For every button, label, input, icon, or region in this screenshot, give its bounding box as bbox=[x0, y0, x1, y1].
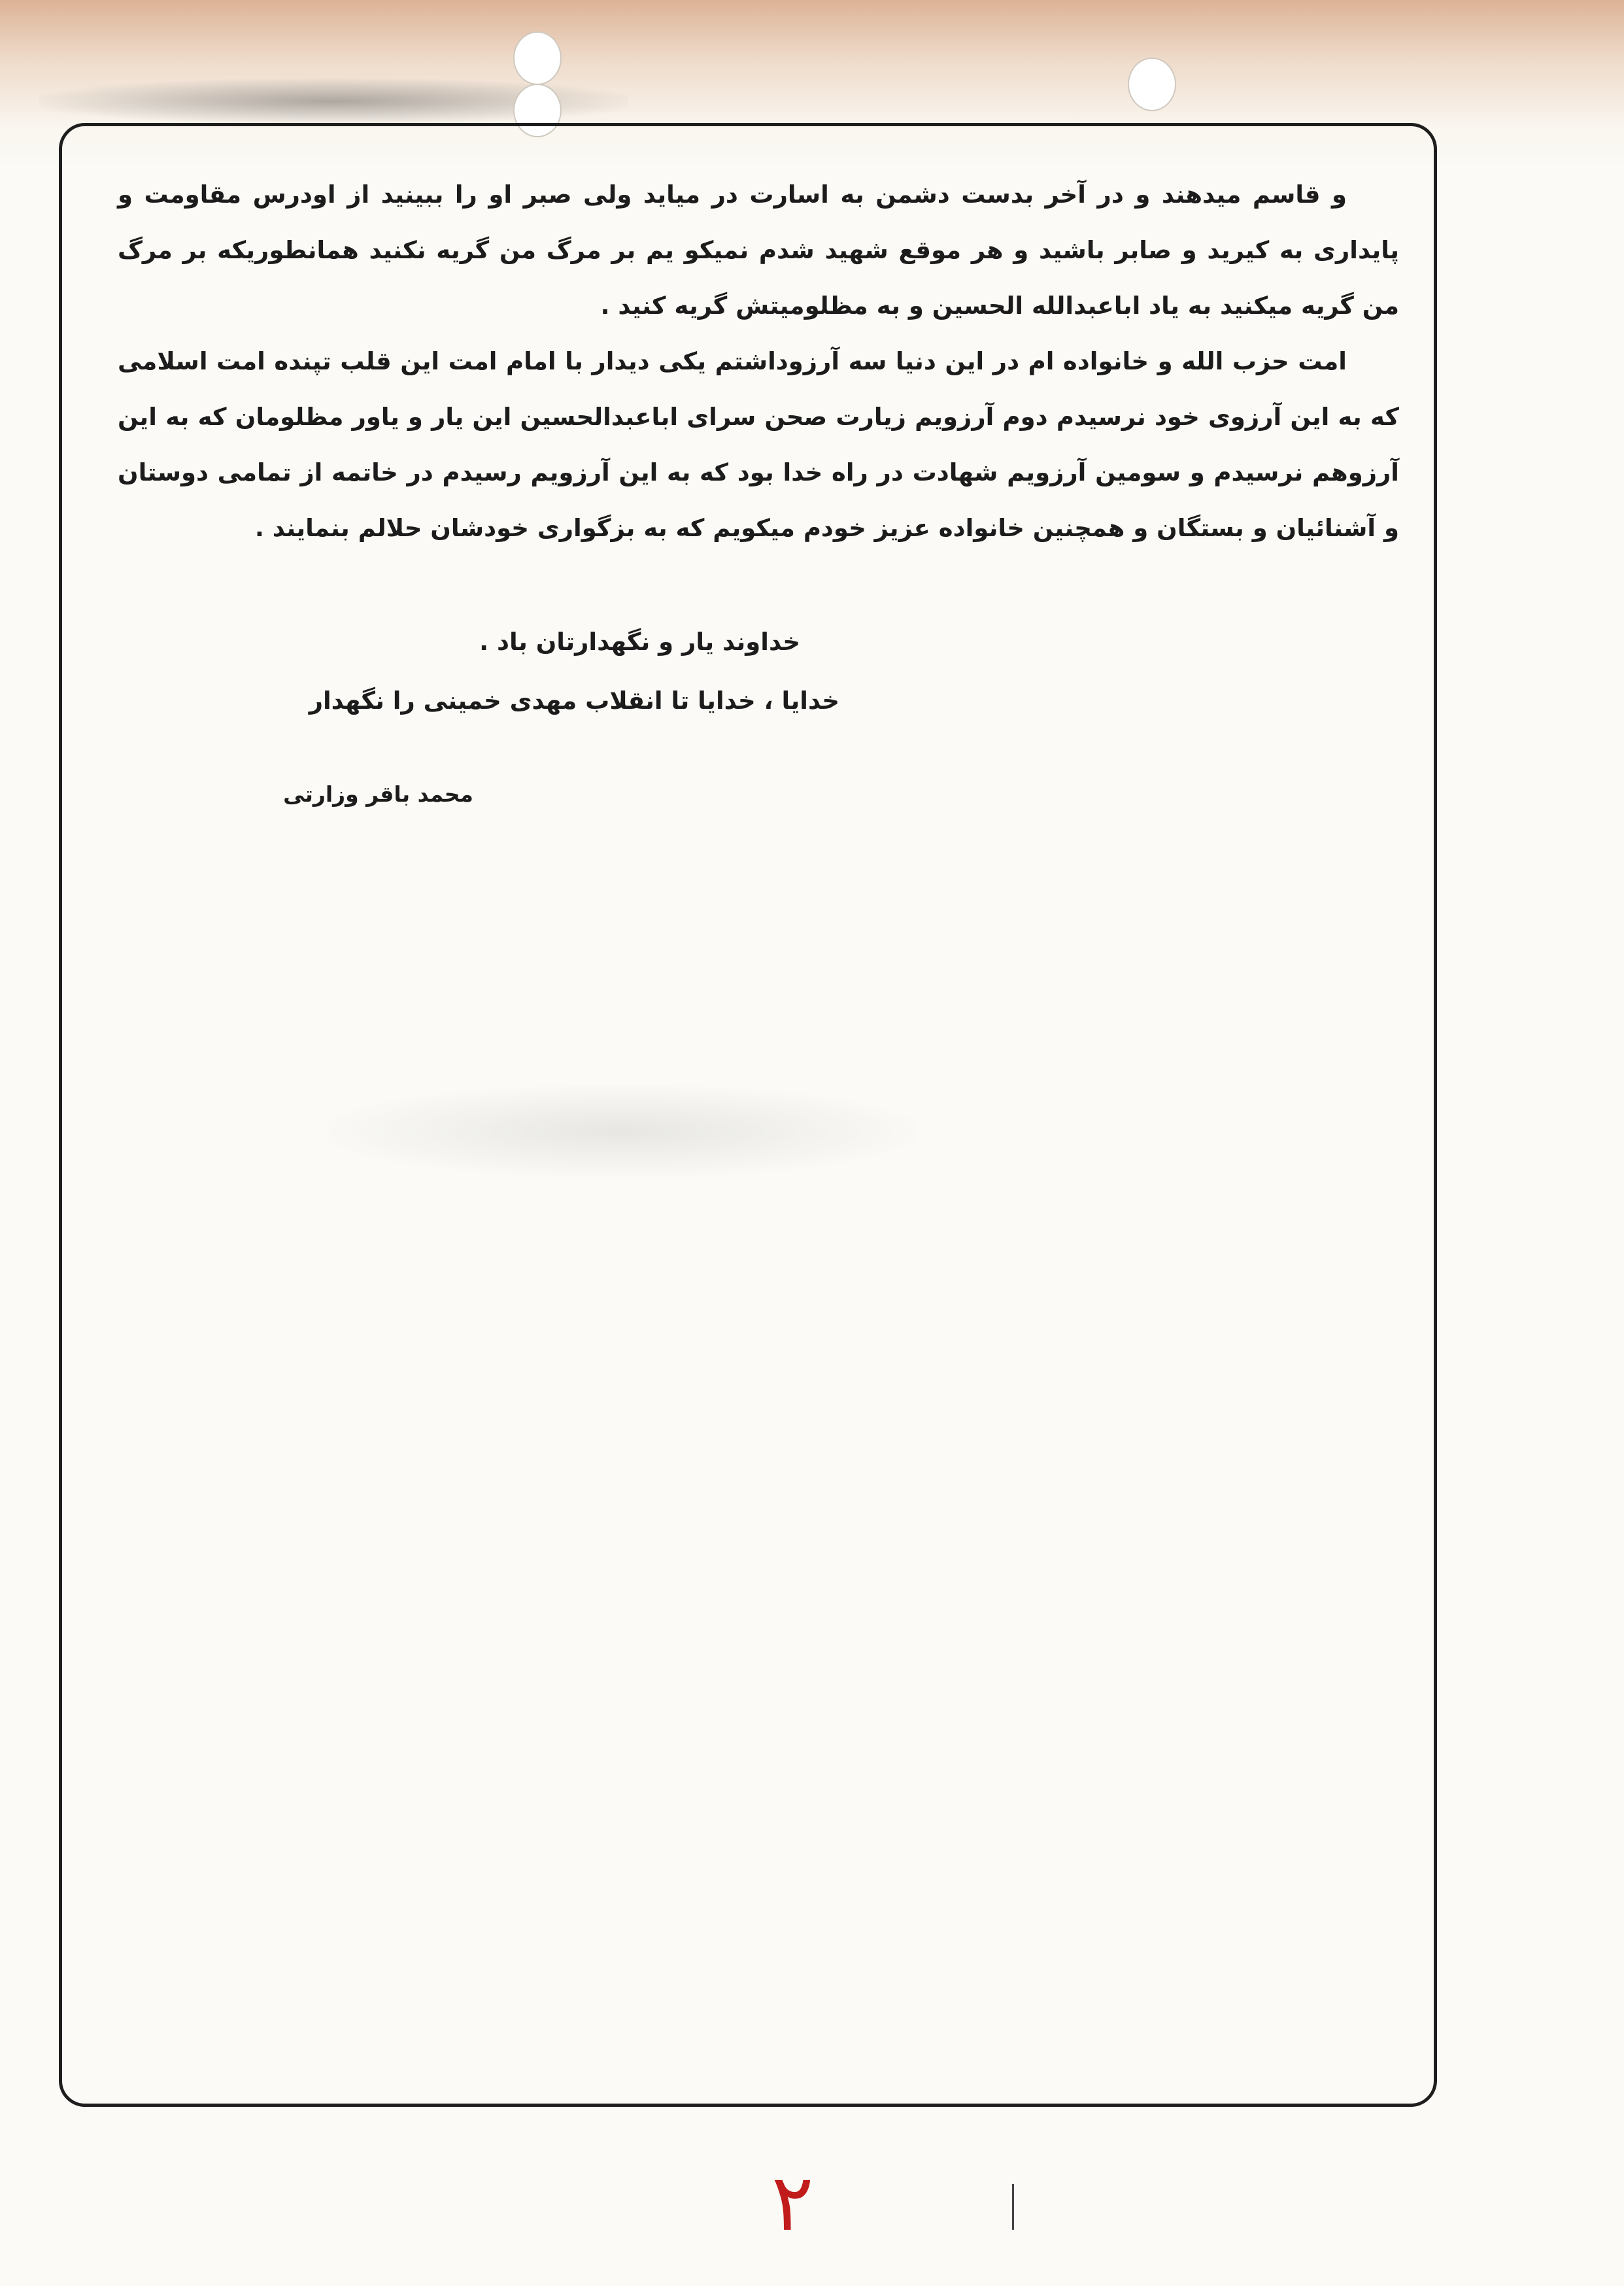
punch-hole-left-upper bbox=[513, 31, 562, 85]
punch-hole-right bbox=[1128, 58, 1176, 111]
letter-paragraph-1: و قاسم میدهند و در آخر بدست دشمن به اسارت در میاید ولی صبر او را ببینید از اودرس مقاومت و پایداری به کیرید و صابر باشید و هر موقع شهید شدم نمیکو یم بر مرگ من گریه نکنید همانطوریکه بر مرگ من گریه میکنید به یاد اباعبدالله الحسین و به مظلومیتش گریه کنید . bbox=[118, 180, 1399, 320]
closing-prayer-1: خداوند یار و نگهدارتان باد . bbox=[479, 628, 800, 656]
closing-prayer-2: خدایا ، خدایا تا انقلاب مهدی خمینی را نگهدار bbox=[309, 687, 839, 715]
ink-smudge bbox=[327, 1085, 915, 1177]
letter-body bbox=[118, 167, 1399, 556]
margin-mark bbox=[1012, 2184, 1014, 2230]
letter-paragraph-2: امت حزب الله و خانواده ام در این دنیا سه آرزوداشتم یکی دیدار با امام امت این قلب تپنده امت اسلامی که به این آرزوی خود نرسیدم دوم آرزویم زیارت صحن سرای اباعبدالحسین این یار و یاور مظلومان که به این آرزوهم نرسیدم و سومین آرزویم شهادت در راه خدا بود که به این آرزویم رسیدم در خاتمه از تمامی دوستان و آشنائیان و بستگان و همچنین خانواده عزیز خودم میکویم که به بزگواری خودشان حلالم بنمایند . bbox=[118, 347, 1399, 542]
signature: محمد باقر وزارتی bbox=[283, 781, 473, 807]
page-number: ۲ bbox=[771, 2158, 814, 2249]
